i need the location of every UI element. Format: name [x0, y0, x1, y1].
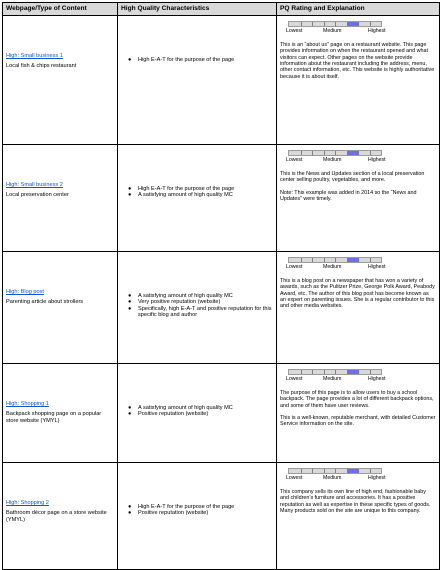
explanation-paragraph: This is a blog post on a newspaper that has won a variety of awards, such as the Pulitzer Prize, George Polk Award, Peabody Award, etc. The author of this blog post has become known as an expert on parenting issues. She is a regular contributor to this and other media websites.	[280, 278, 435, 310]
pq-rating-cell	[277, 252, 440, 364]
bullet-icon: ●	[128, 305, 132, 312]
webpage-type-cell	[3, 252, 118, 364]
scale-label-highest: Highest	[368, 475, 386, 481]
example-page-link[interactable]: High: Shopping 1	[6, 401, 49, 407]
rating-track	[288, 150, 382, 156]
rating-marker	[347, 370, 359, 374]
table-row	[3, 463, 440, 570]
rating-track	[288, 369, 382, 375]
rating-tick	[370, 370, 371, 374]
scale-label-highest: Highest	[368, 264, 386, 270]
scale-label-highest: Highest	[368, 376, 386, 382]
table-row	[3, 145, 440, 252]
bullet-icon: ●	[128, 504, 132, 510]
rating-tick	[335, 370, 336, 374]
rating-tick	[312, 469, 313, 473]
characteristic-text: Positive reputation (website)	[138, 411, 209, 418]
pq-rating-scale	[286, 465, 386, 484]
explanation-paragraph: This is an “about us” page on a restaurant website. This page provides information on when the restaurant opened and what visitors can expect. Other pages on the website provide information about the restaurant including the address, menu, other contact information, etc. This website is highly authoritative because it is about itself.	[280, 42, 435, 80]
rating-tick	[335, 258, 336, 262]
scale-label-medium: Medium	[323, 157, 342, 163]
bullet-icon: ●	[128, 293, 132, 299]
rating-tick	[324, 469, 325, 473]
scale-label-lowest: Lowest	[286, 475, 303, 481]
bullet-icon: ●	[128, 510, 132, 517]
rating-tick	[324, 22, 325, 26]
scale-label-lowest: Lowest	[286, 264, 303, 270]
pq-rating-cell	[277, 463, 440, 570]
webpage-type-cell	[3, 364, 118, 463]
characteristic-text: A satisfying amount of high quality MC	[138, 293, 233, 299]
scale-label-highest: Highest	[368, 157, 386, 163]
characteristic-text: Very positive reputation (website)	[138, 299, 221, 306]
rating-tick	[312, 151, 313, 155]
example-page-link[interactable]: High: Blog post	[6, 289, 44, 295]
characteristics-cell	[118, 364, 277, 463]
scale-label-medium: Medium	[323, 475, 342, 481]
pq-rating-cell	[277, 364, 440, 463]
rating-tick	[370, 469, 371, 473]
bullet-icon: ●	[128, 405, 132, 411]
pq-rating-scale	[286, 18, 386, 37]
bullet-icon: ●	[128, 57, 132, 63]
rating-tick	[301, 258, 302, 262]
explanation-paragraph: The purpose of this page is to allow users to buy a school backpack. The page provides a lot of different backpack options, and some of them have user reviews.	[280, 390, 434, 409]
example-page-link[interactable]: High: Small business 1	[6, 53, 63, 59]
characteristic-text: High E-A-T for the purpose of the page	[138, 57, 235, 63]
explanation-paragraph: This company sells its own line of high end, fashionable baby and children’s furniture and accessories. It has a positive reputation as well as expertise in these specific types of goods. Many products sold on the site are unique to this company.	[280, 489, 431, 515]
bullet-icon: ●	[128, 186, 132, 192]
scale-label-highest: Highest	[368, 28, 386, 34]
rating-marker	[347, 258, 359, 262]
rating-tick	[335, 22, 336, 26]
characteristics-list	[126, 405, 273, 418]
rating-tick	[324, 370, 325, 374]
page-description: Local fish & chips restaurant	[6, 63, 77, 69]
characteristics-list	[126, 186, 273, 199]
characteristics-cell	[118, 16, 277, 145]
bullet-icon: ●	[128, 192, 132, 199]
header-high-quality-characteristics: High Quality Characteristics	[118, 3, 277, 16]
pq-rating-cell	[277, 16, 440, 145]
characteristics-list	[126, 504, 273, 517]
characteristic-item	[128, 411, 273, 418]
characteristic-text: Specifically, high E-A-T and positive reputation for this specific blog and author	[138, 305, 272, 318]
header-pq-rating: PQ Rating and Explanation	[277, 3, 440, 16]
rating-explanation	[280, 42, 436, 80]
characteristic-text: Positive reputation (website)	[138, 510, 209, 517]
rating-marker	[347, 22, 359, 26]
page-description: Bathroom décor page on a store website (YMYL)	[6, 510, 107, 523]
rating-tick	[324, 258, 325, 262]
characteristic-item	[128, 510, 273, 517]
explanation-paragraph: Note: This example was added in 2014 so the “News and Updates” were timely.	[280, 189, 417, 203]
table-row	[3, 16, 440, 145]
rating-track	[288, 257, 382, 263]
rating-marker	[347, 469, 359, 473]
characteristic-item	[128, 192, 273, 199]
explanation-paragraph: This is a well-known, reputable merchant, with detailed Customer Service information on the site.	[280, 415, 436, 428]
page-description: Backpack shopping page on a popular store website (YMYL)	[6, 411, 102, 424]
rating-tick	[301, 151, 302, 155]
characteristic-text: A satisfying amount of high quality MC	[138, 405, 233, 411]
rating-marker	[347, 151, 359, 155]
rating-tick	[324, 151, 325, 155]
characteristics-cell	[118, 463, 277, 570]
rating-tick	[335, 151, 336, 155]
rating-explanation	[280, 489, 436, 514]
rating-track	[288, 21, 382, 27]
bullet-icon: ●	[128, 299, 132, 306]
pq-rating-scale	[286, 147, 386, 166]
webpage-type-cell	[3, 16, 118, 145]
characteristic-text: High E-A-T for the purpose of the page	[138, 186, 235, 192]
table-row	[3, 252, 440, 364]
characteristics-cell	[118, 145, 277, 252]
rating-tick	[312, 370, 313, 374]
webpage-type-cell	[3, 145, 118, 252]
page-description: Parenting article about strollers	[6, 299, 84, 305]
rating-tick	[370, 22, 371, 26]
explanation-paragraph: This is the News and Updates section of a local preservation center selling poultry, vegetables, and more.	[280, 171, 425, 184]
characteristic-item	[128, 57, 273, 63]
rating-tick	[301, 370, 302, 374]
table-row	[3, 364, 440, 463]
rating-tick	[301, 469, 302, 473]
rating-explanation	[280, 278, 436, 310]
rating-tick	[335, 469, 336, 473]
quality-rating-table	[2, 2, 440, 570]
scale-label-lowest: Lowest	[286, 28, 303, 34]
page-description: Local preservation center	[6, 192, 69, 198]
characteristics-list	[126, 57, 273, 63]
rating-track	[288, 468, 382, 474]
rating-tick	[312, 22, 313, 26]
rating-tick	[312, 258, 313, 262]
scale-label-lowest: Lowest	[286, 157, 303, 163]
webpage-type-cell	[3, 463, 118, 570]
characteristics-list	[126, 293, 273, 318]
rating-tick	[370, 258, 371, 262]
bullet-icon: ●	[128, 411, 132, 418]
rating-tick	[301, 22, 302, 26]
scale-label-lowest: Lowest	[286, 376, 303, 382]
pq-rating-cell	[277, 145, 440, 252]
characteristics-cell	[118, 252, 277, 364]
header-webpage-type: Webpage/Type of Content	[3, 3, 118, 16]
characteristic-text: A satisfying amount of high quality MC	[138, 192, 233, 199]
scale-label-medium: Medium	[323, 28, 342, 34]
table-header-row	[3, 3, 440, 16]
example-page-link[interactable]: High: Shopping 2	[6, 500, 49, 506]
rating-explanation	[280, 171, 436, 202]
example-page-link[interactable]: High: Small business 2	[6, 182, 63, 188]
characteristic-item	[128, 305, 273, 319]
pq-rating-scale	[286, 254, 386, 273]
rating-tick	[370, 151, 371, 155]
characteristic-text: High E-A-T for the purpose of the page	[138, 504, 235, 510]
scale-label-medium: Medium	[323, 376, 342, 382]
pq-rating-scale	[286, 366, 386, 385]
scale-label-medium: Medium	[323, 264, 342, 270]
rating-explanation	[280, 390, 436, 428]
